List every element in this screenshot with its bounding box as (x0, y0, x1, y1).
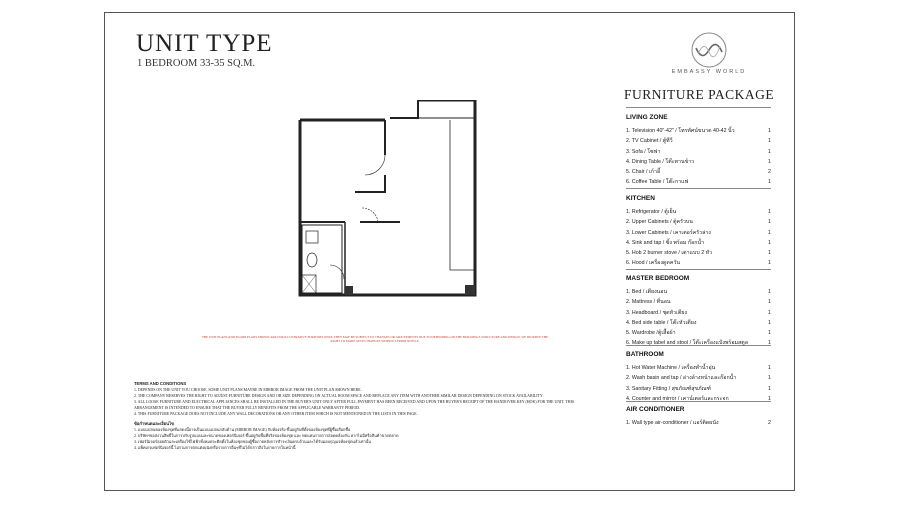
section-bathroom (626, 351, 771, 404)
list-item: 4. Sink and tap / ซิ้ง พร้อม ก๊อกน้ำ 1 (626, 239, 771, 246)
terms-block (134, 381, 604, 451)
list-item: 5. Wardrobe /ตู้เสื้อผ้า 1 (626, 330, 771, 337)
terms-line: 2. THE COMPANY RESERVES THE RIGHT TO ADJUST FURNITURE DESIGN AND OR SIZE DEPENDING ON ACTUAL ROOM SPACE AND REPLACE ANY ITEM WITH ANOTHER SIMILAR DESIGN DEPENDING ON STOCK AVAILABILITY. (134, 394, 544, 398)
thai-terms-line: 3. เฟอร์นิเจอร์ลอยตัวและเครื่องใช้ไฟฟ้าทั้งหมดจะติดตั้งในห้องชุดของผู้ซื้อภายหลังการชำระเงินครบถ้วนและได้รับมอบกุญแจห้องชุดแล้วเท่านั้น (134, 440, 371, 444)
page-title: UNIT TYPE (136, 30, 273, 57)
section-heading: MASTER BEDROOM (626, 275, 690, 282)
list-item: 4. Bed side table / โต๊ะหัวเตียง 1 (626, 319, 771, 326)
list-item: 6. Coffee Table / โต๊ะกาแฟ 1 (626, 179, 771, 186)
section-heading: AIR CONDITIONER (626, 406, 685, 413)
section-heading: BATHROOM (626, 351, 664, 358)
section-air-conditioner (626, 406, 771, 428)
divider (626, 107, 771, 108)
list-item: 3. Lower Cabinets / เคาเตอร์ครัวล่าง 1 (626, 229, 771, 236)
divider (626, 188, 771, 189)
terms-line: 4. THIS FURNITURE PACKAGE DOES NOT INCLUDE ANY WALL DECORATIONS OR ANY OTHER ITEM WHICH IS NOT MENTIONED IN THE LISTS IN THIS PAGE. (134, 412, 418, 416)
section-heading: KITCHEN (626, 195, 655, 202)
list-item: 3. Headboard / ชุดหัวเตียง 1 (626, 309, 771, 316)
list-item: 4. Counter and mirror / เคาน์เตอร์และกระจก 1 (626, 395, 771, 402)
list-item: 1. Hot Water Machine / เครื่องทำน้ำอุ่น 1 (626, 365, 771, 371)
list-item: 4. Dining Table / โต๊ะทานข้าว 1 (626, 158, 771, 165)
list-item: 1. Refrigerator / ตู้เย็น 1 (626, 209, 771, 215)
list-item: 1. Television 40"-42" / โทรทัศน์ขนาด 40-42 นิ้ว 1 (626, 128, 771, 134)
thai-terms-line: 4. แพ็คเกจเฟอร์นิเจอร์นี้ ไม่รวมการตกแต่งผนังหรือรายการอื่นๆที่ไม่ได้กล่าวถึงในรายการในหน้านี้ (134, 446, 296, 450)
terms-line: 3. ALL LOOSE FURNITURE AND ELECTRICAL APPLIANCES SHALL BE INSTALLED IN THE BUYER'S UNIT ONLY AFTER FULL PAYMENT HAS BEEN RECEIVED AND UPON THE BUYER'S RECEIPT OF THE HANDOVER KEY (HOK) FOR THE UNIT. THIS ARRANGEMENT IS INTENDED TO ENSURE THAT THE BUYER FULLY BENEFITS FROM THE APPLICABLE WARRANTY PERIOD. (134, 400, 575, 410)
furniture-package-title: FURNITURE PACKAGE (624, 87, 775, 102)
list-item: 3. Sofa / โซฟา 1 (626, 148, 771, 155)
list-item: 3. Sanitary Fitting / สุขภัณฑ์สุขภัณฑ์ 1 (626, 385, 771, 392)
section-living-zone (626, 114, 771, 188)
embassy-world-logo-icon (676, 28, 742, 84)
list-item: 2. Upper Cabinets / ตู้ครัวบน 1 (626, 219, 771, 226)
disclaimer-text: THE UNIT PLANS AND FLOOR PLANS SHOWN ARE FOR ILLUSTRATIVE PURPOSES ONLY. THEY MAY BE SUBJECT TO CHANGES OR ADJUSTMENTS DUE TO DEPENDING ON THE BUILDING'S STRUCTURE AND DESIGN. WE RESERVE THE RIGHT TO MAKE SUCH CHANGES WITHOUT PRIOR NOTICE. (201, 335, 548, 343)
section-kitchen (626, 195, 771, 269)
list-item: 1. Bed / เตียงนอน 1 (626, 289, 771, 295)
thai-terms-line: 2. บริษัทฯขอสงวนสิทธิ์ในการปรับรูปแบบและขนาดของเฟอร์นิเจอร์ ขึ้นอยู่กับพื้นที่จริงของห้องชุด และ ทดแทนรายการสอดคล้องกัน หากไม่มีหรือสินค้าขาดตลาด (134, 434, 399, 438)
floor-plan (290, 100, 480, 310)
list-item: 5. Hob 2 burner stove / เตาแบบ 2 หัว 1 (626, 250, 771, 257)
section-heading: LIVING ZONE (626, 114, 668, 121)
section-master-bedroom (626, 275, 771, 349)
list-item: 2. Mattress / ที่นอน 1 (626, 299, 771, 306)
list-item: 6. Hood / เครื่องดูดควัน 1 (626, 260, 771, 267)
list-item: 2. Wash basin and tap / อ่างล้างหน้าและก๊อกน้ำ 1 (626, 375, 771, 382)
divider (626, 269, 771, 270)
list-item: 5. Chair / เก้าอี้ 2 (626, 169, 771, 176)
terms-line: 1. DEPENDS ON THE UNIT YOU CHOOSE, SOME UNIT PLANS MAYBE IN MIRROR IMAGE FROM THE UNIT PLAN SHOWN HERE. (134, 388, 362, 392)
thai-terms-line: 1. แบบแปลนของห้องชุดที่แสดงนี้อาจเป็นแบบแปลนกลับด้าน (MIRROR IMAGE) กับห้องจริง ขึ้นอยู่กับที่ตั้งของห้องชุดที่ผู้ซื้อเลือกซื้อ (134, 428, 351, 432)
list-item: 6. Make up tabel and stool / โต๊ะเครื่องแป้งพร้อมสตูล 1 (626, 340, 771, 347)
list-item: 1. Wall type air-conditioner / แอร์ติดผนัง 2 (626, 420, 771, 426)
terms-heading: TERMS AND CONDITIONS (134, 381, 187, 386)
logo-wordmark: EMBASSY WORLD (671, 69, 747, 75)
list-item: 2. TV Cabinet / ตู้ทีวี 1 (626, 138, 771, 145)
thai-terms-heading: ข้อกำหนดและเงื่อนไข (134, 421, 174, 426)
unit-size-subtitle: 1 BEDROOM 33-35 SQ.M. (137, 58, 256, 69)
